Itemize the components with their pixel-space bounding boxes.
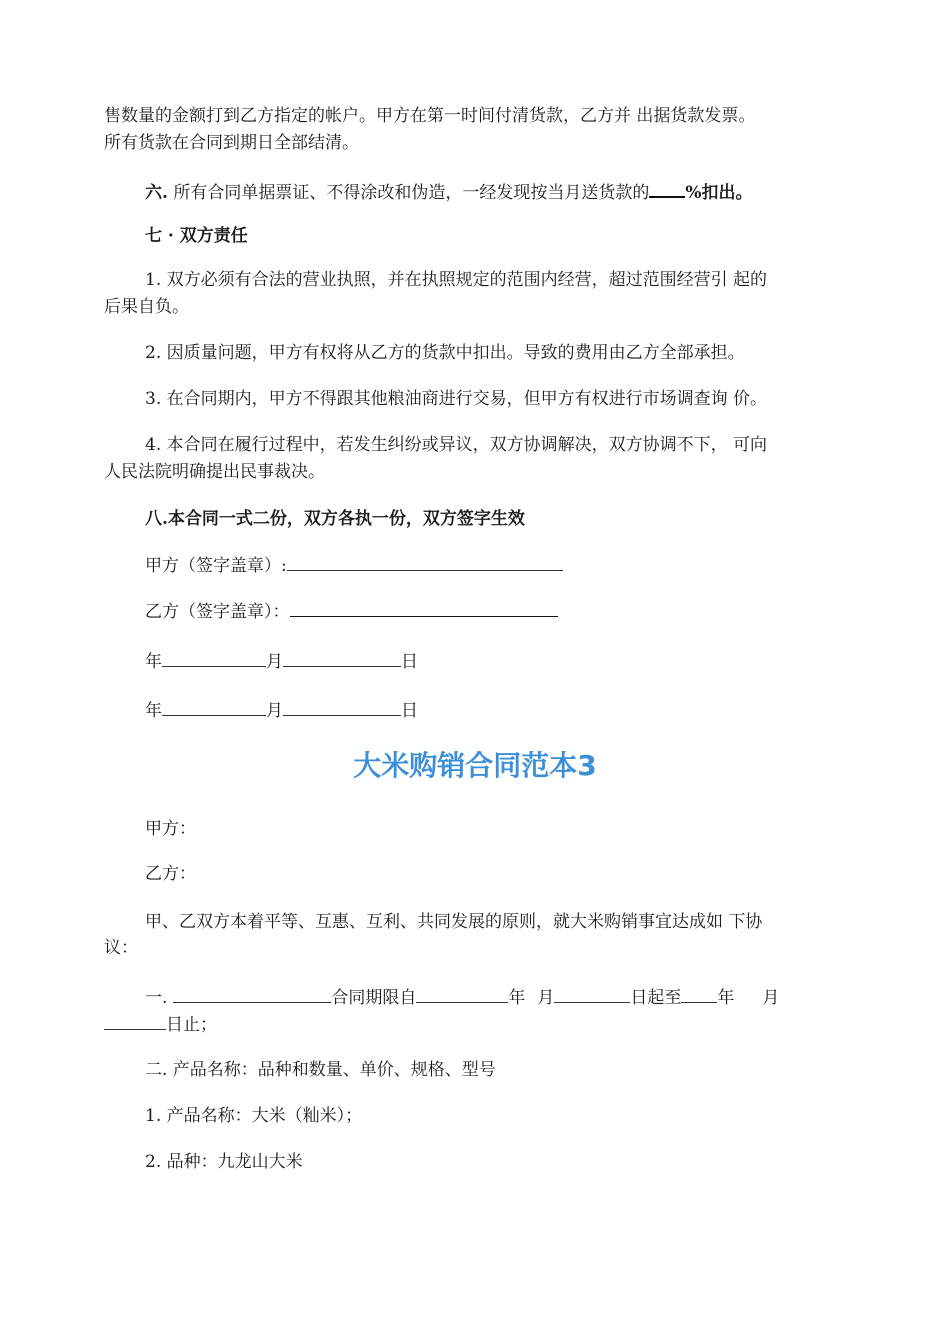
date-blank xyxy=(283,648,401,667)
document-title: 大米购销合同范本3 xyxy=(353,749,597,782)
paragraph-line: 议： xyxy=(104,938,138,958)
paragraph-line: 4. 本合同在履行过程中，若发生纠纷或异议，双方协调解决，双方协调不下， 可向 xyxy=(145,435,768,455)
date-blank xyxy=(283,697,401,716)
date-month-label: 月 xyxy=(266,701,283,721)
fill-blank xyxy=(173,984,331,1003)
party-b-label: 乙方： xyxy=(145,864,196,884)
fill-blank xyxy=(681,984,717,1003)
date-blank xyxy=(162,697,266,716)
date-line xyxy=(145,697,418,723)
clause-text: 年 xyxy=(717,988,735,1008)
date-year-label: 年 xyxy=(145,701,162,721)
signature-label: 乙方（签字盖章）： xyxy=(145,602,290,622)
signature-line-b xyxy=(145,598,558,624)
fill-blank xyxy=(649,178,685,198)
paragraph-line: 所有货款在合同到期日全部结清。 xyxy=(104,133,359,153)
fill-blank xyxy=(554,984,630,1003)
date-blank xyxy=(162,648,266,667)
date-day-label: 日 xyxy=(401,701,418,721)
contract-term-line xyxy=(145,984,779,1010)
clause-number: 六. xyxy=(145,183,168,203)
clause-text: 所有合同单据票证、不得涂改和伪造，一经发现按当月送货款的 xyxy=(173,183,650,203)
date-month-label: 月 xyxy=(266,652,283,672)
paragraph-line: 2. 品种：九龙山大米 xyxy=(145,1152,303,1172)
clause-text: 日起至 xyxy=(630,988,682,1008)
section-heading: 八.本合同一式二份，双方各执一份，双方签字生效 xyxy=(145,509,525,529)
signature-line-a xyxy=(145,552,563,578)
date-line xyxy=(145,648,418,674)
contract-term-line-2 xyxy=(104,1011,217,1037)
paragraph-line: 售数量的金额打到乙方指定的帐户。甲方在第一时间付清货款，乙方并 出据货款发票。 xyxy=(104,106,756,126)
clause-text: 日止； xyxy=(166,1015,217,1035)
fill-blank xyxy=(416,984,508,1003)
date-year-label: 年 xyxy=(145,652,162,672)
fill-blank xyxy=(104,1011,166,1030)
clause-6 xyxy=(145,178,752,205)
clause-text: 月 xyxy=(537,988,555,1008)
date-day-label: 日 xyxy=(401,652,418,672)
paragraph-line: 甲、乙双方本着平等、互惠、互利、共同发展的原则，就大米购销事宜达成如 下协 xyxy=(145,912,763,932)
clause-text: 合同期限自 xyxy=(331,988,417,1008)
paragraph-line: 1. 双方必须有合法的营业执照，并在执照规定的范围内经营，超过范围经营引 起的 xyxy=(145,270,768,290)
paragraph-line: 二. 产品名称：品种和数量、单价、规格、型号 xyxy=(145,1060,496,1080)
party-a-label: 甲方： xyxy=(145,819,196,839)
clause-number: 一. xyxy=(145,988,168,1008)
paragraph-line: 后果自负。 xyxy=(104,297,189,317)
clause-text: 月 xyxy=(762,988,780,1008)
clause-text: %扣出。 xyxy=(685,183,753,203)
paragraph-line: 人民法院明确提出民事裁决。 xyxy=(104,462,325,482)
paragraph-line: 2. 因质量问题，甲方有权将从乙方的货款中扣出。导致的费用由乙方全部承担。 xyxy=(145,343,745,363)
signature-blank xyxy=(290,598,558,617)
signature-label: 甲方（签字盖章）: xyxy=(145,556,287,576)
paragraph-line: 3. 在合同期内，甲方不得跟其他粮油商进行交易，但甲方有权进行市场调查询 价。 xyxy=(145,389,768,409)
signature-blank xyxy=(287,552,563,571)
clause-text: 年 xyxy=(508,988,526,1008)
section-heading: 七 · 双方责任 xyxy=(145,226,248,246)
paragraph-line: 1. 产品名称：大米（籼米）； xyxy=(145,1106,363,1126)
